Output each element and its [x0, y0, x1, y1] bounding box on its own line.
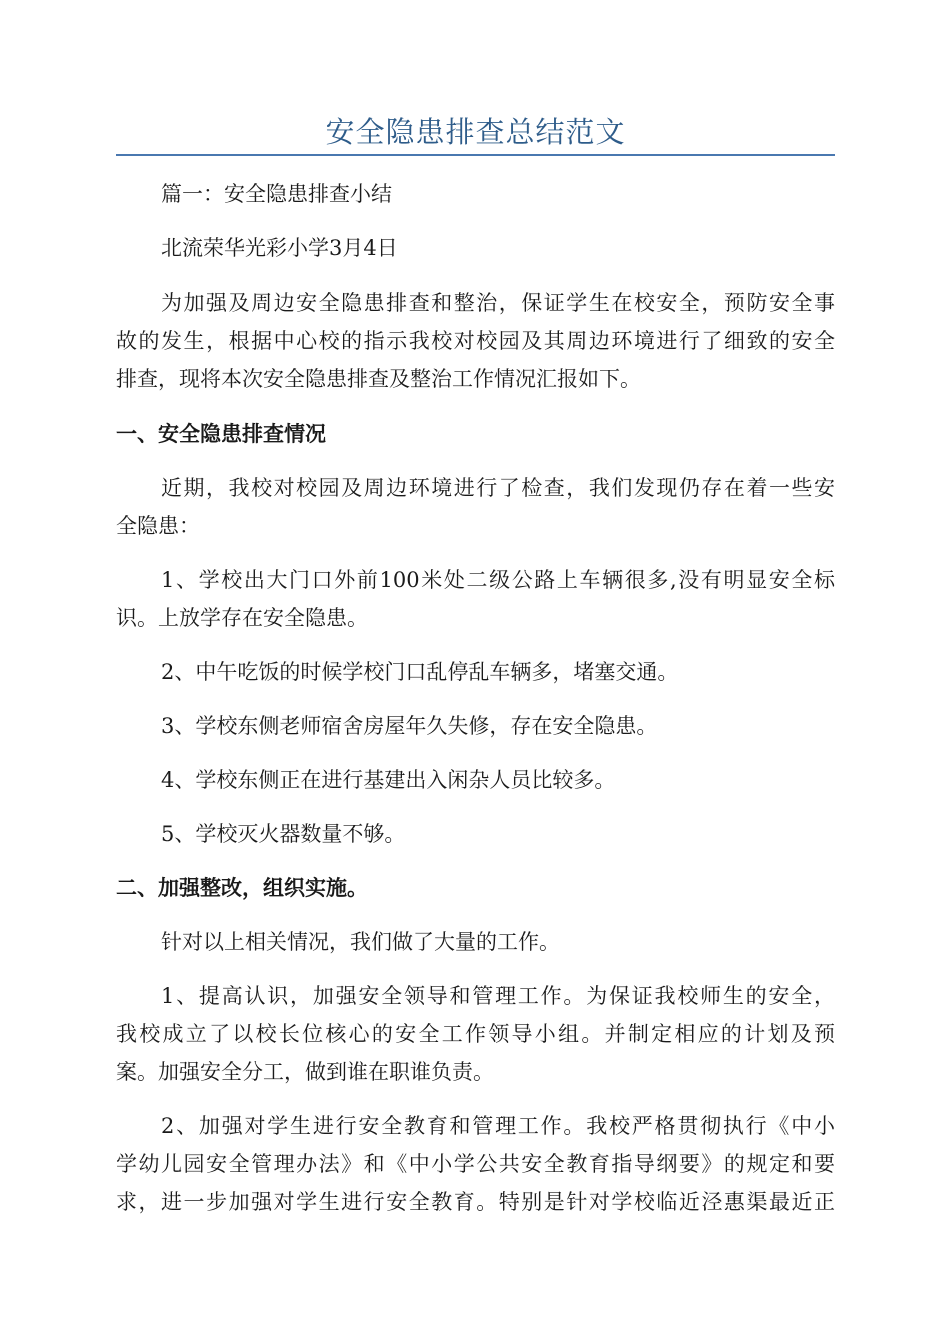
paragraph-line: 全隐患：: [116, 514, 200, 538]
list-item-line: 2、中午吃饭的时候学校门口乱停乱车辆多，堵塞交通。: [161, 660, 679, 684]
title-underline: [116, 154, 835, 156]
list-item-line: 4、学校东侧正在进行基建出入闲杂人员比较多。: [161, 768, 616, 792]
section-heading: 一、安全隐患排查情况: [116, 422, 326, 446]
list-item-line: 1、学校出大门口外前100米处二级公路上车辆很多,没有明显安全标: [161, 568, 835, 592]
paragraph-line: 求，进一步加强对学生进行安全教育。特别是针对学校临近泾惠渠最近正: [116, 1190, 835, 1214]
paragraph-line: 案。加强安全分工，做到谁在职谁负责。: [116, 1060, 494, 1084]
paragraph-line: 2、加强对学生进行安全教育和管理工作。我校严格贯彻执行《中小: [161, 1114, 835, 1138]
list-item-line: 识。上放学存在安全隐患。: [116, 606, 368, 630]
paragraph-line: 为加强及周边安全隐患排查和整治，保证学生在校安全，预防安全事: [161, 291, 835, 315]
paragraph-line: 学幼儿园安全管理办法》和《中小学公共安全教育指导纲要》的规定和要: [116, 1152, 835, 1176]
list-item-line: 5、学校灭火器数量不够。: [161, 822, 406, 846]
paragraph-line: 我校成立了以校长位核心的安全工作领导小组。并制定相应的计划及预: [116, 1022, 835, 1046]
paragraph-line: 故的发生，根据中心校的指示我校对校园及其周边环境进行了细致的安全: [116, 329, 835, 353]
section-subtitle: 篇一：安全隐患排查小结: [161, 182, 392, 206]
paragraph-line: 近期，我校对校园及周边环境进行了检查，我们发现仍存在着一些安: [161, 476, 835, 500]
section-heading: 二、加强整改，组织实施。: [116, 876, 368, 900]
paragraph-line: 1、提高认识，加强安全领导和管理工作。为保证我校师生的安全，: [161, 984, 835, 1008]
paragraph-line: 针对以上相关情况，我们做了大量的工作。: [161, 930, 560, 954]
paragraph-line: 排查，现将本次安全隐患排查及整治工作情况汇报如下。: [116, 367, 641, 391]
list-item-line: 3、学校东侧老师宿舍房屋年久失修，存在安全隐患。: [161, 714, 658, 738]
school-date-line: 北流荣华光彩小学3月4日: [161, 236, 398, 260]
document-title: 安全隐患排查总结范文: [325, 115, 626, 149]
